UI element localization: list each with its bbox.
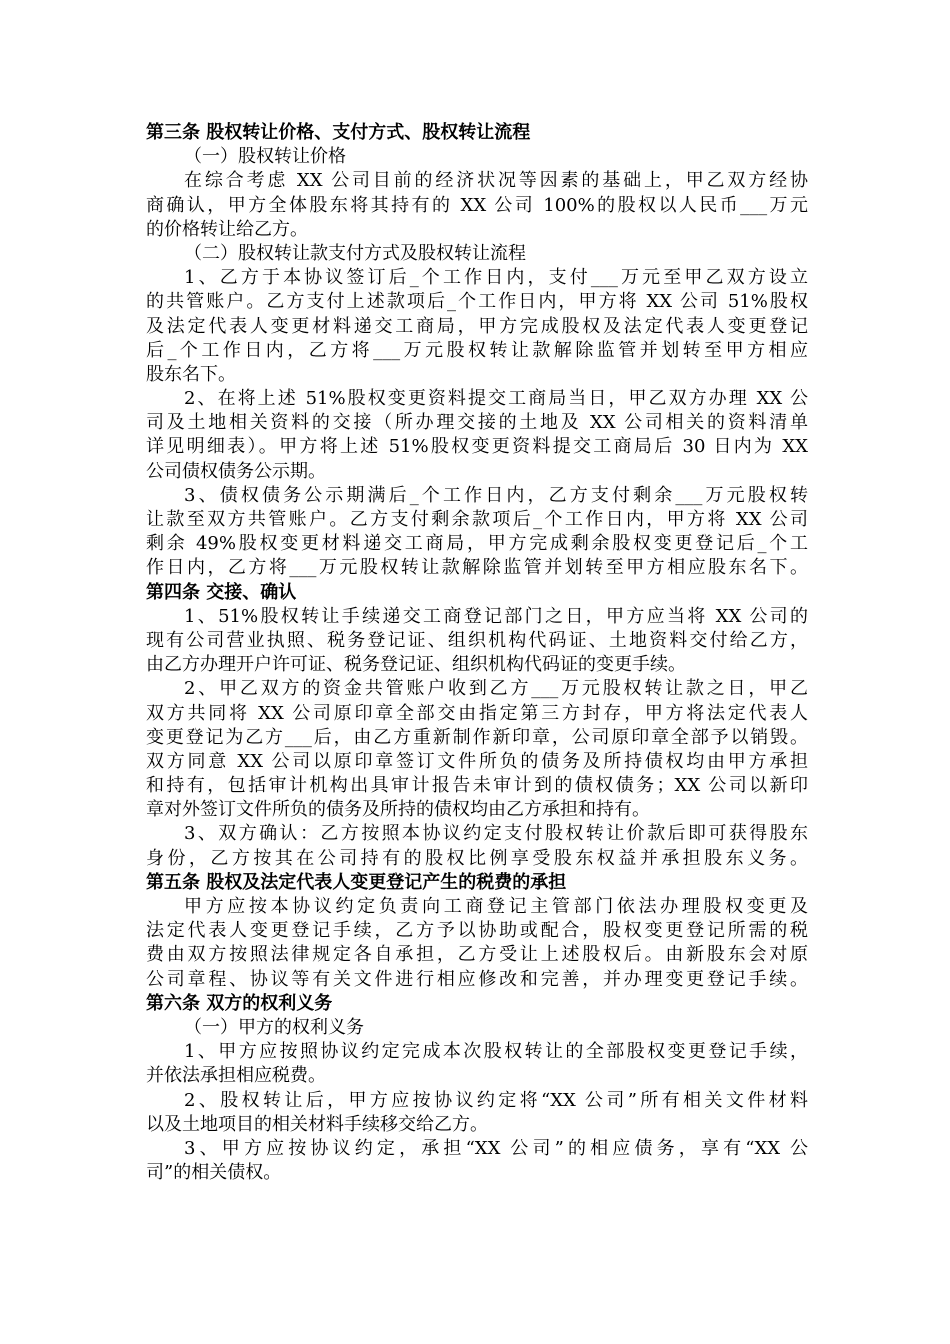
text-line: 章对外签订文件所负的债务及所持的债权均由乙方承担和持有。 [146,799,650,821]
text-line: 3、甲方应按协议约定，承担“XX 公司”的相应债务，享有“XX 公 [184,1137,808,1159]
text-line: 变更登记为乙方___后，由乙方重新制作新印章，公司原印章全部予以销毁。 [146,726,808,748]
text-line: 双方共同将 XX 公司原印章全部交由指定第三方封存，甲方将法定代表人 [146,702,808,724]
text-line: 现有公司营业执照、税务登记证、组织机构代码证、土地资料交付给乙方， [146,629,808,651]
text-line: 司”的相关债权。 [146,1162,282,1184]
section-3-heading: 第三条 股权转让价格、支付方式、股权转让流程 [146,122,531,143]
section-4-paragraph-1 [146,605,808,678]
text-line: 公司章程、协议等有关文件进行相应修改和完善，并办理变更登记手续。 [146,968,808,990]
text-line: 商确认，甲方全体股东将其持有的 XX 公司 100%的股权以人民币___万元 [146,194,808,216]
text-line: 详见明细表）。甲方将上述 51%股权变更资料提交工商局后 30 日内为 XX [146,436,808,458]
text-line: 身份，乙方按其在公司持有的股权比例享受股东权益并承担股东义务。 [146,847,808,869]
section-5-heading: 第五条 股权及法定代表人变更登记产生的税费的承担 [146,871,567,893]
text-line: 甲方应按本协议约定负责向工商登记主管部门依法办理股权变更及 [184,896,808,917]
text-line: 双方同意 XX 公司以原印章签订文件所负的债务及所持债权均由甲方承担 [146,750,808,772]
text-line: 2、在将上述 51%股权变更资料提交工商局当日，甲乙双方办理 XX 公 [184,388,808,410]
section-3-subheading-1: （一）股权转让价格 [184,146,346,168]
text-line: 由乙方办理开户许可证、税务登记证、组织机构代码证的变更手续。 [146,654,686,676]
text-line: 作日内，乙方将___万元股权转让款解除监管并划转至甲方相应股东名下。 [146,557,808,579]
text-line: 及法定代表人变更材料递交工商局，甲方完成股权及法定代表人变更登记 [146,315,808,337]
text-line: 1、甲方应按照协议约定完成本次股权转让的全部股权变更登记手续， [184,1041,808,1063]
text-line: 剩余 49%股权变更材料递交工商局，甲方完成剩余股权变更登记后_个工 [146,533,808,555]
text-line: 并依法承担相应税费。 [146,1065,326,1087]
section-4-heading: 第四条 交接、确认 [146,581,297,603]
text-line: 2、甲乙双方的资金共管账户收到乙方___万元股权转让款之日，甲乙 [184,678,808,700]
section-6-subheading-1: （一）甲方的权利义务 [184,1016,364,1038]
section-6-paragraph-3 [146,1137,808,1185]
section-6-paragraph-2 [146,1089,808,1137]
text-line: 股东名下。 [146,363,236,385]
text-line: 法定代表人变更登记手续，乙方予以协助或配合，股权变更登记所需的税 [146,920,808,942]
text-line: 公司债权债务公示期。 [146,460,326,482]
text-line: 2、股权转让后，甲方应按协议约定将“XX 公司”所有相关文件材料 [184,1089,808,1111]
text-line: 3、债权债务公示期满后_个工作日内，乙方支付剩余___万元股权转 [184,484,808,506]
section-3-paragraph-3 [146,387,808,484]
text-line: 后_个工作日内，乙方将___万元股权转让款解除监管并划转至甲方相应 [146,339,808,361]
text-line: 在综合考虑 XX 公司目前的经济状况等因素的基础上，甲乙双方经协 [184,170,808,192]
section-3-paragraph-1 [146,169,808,242]
text-line: 让款至双方共管账户。乙方支付剩余款项后_个工作日内，甲方将 XX 公司 [146,509,808,530]
section-6-heading: 第六条 双方的权利义务 [146,992,333,1014]
text-line: 费由双方按照法律规定各自承担，乙方受让上述股权后。由新股东会对原 [146,944,808,966]
section-3-paragraph-4 [146,484,808,581]
section-5-paragraph-1 [146,895,808,992]
section-6-paragraph-1 [146,1040,808,1088]
text-line: 以及土地项目的相关材料手续移交给乙方。 [146,1113,488,1135]
section-3-subheading-2: （二）股权转让款支付方式及股权转让流程 [184,242,526,264]
section-3-paragraph-2 [146,266,808,387]
text-line: 的共管账户。乙方支付上述款项后_个工作日内，甲方将 XX 公司 51%股权 [146,291,808,313]
section-4-paragraph-2 [146,677,808,822]
document-page [146,121,808,1185]
text-line: 1、51%股权转让手续递交工商登记部门之日，甲方应当将 XX 公司的 [184,605,808,627]
text-line: 3、双方确认：乙方按照本协议约定支付股权转让价款后即可获得股东 [184,823,808,845]
section-4-paragraph-3 [146,822,808,870]
text-line: 和持有，包括审计机构出具审计报告未审计到的债权债务；XX 公司以新印 [146,775,808,797]
text-line: 司及土地相关资料的交接（所办理交接的土地及 XX 公司相关的资料清单 [146,412,808,434]
text-line: 的价格转让给乙方。 [146,218,308,240]
text-line: 1、乙方于本协议签订后_个工作日内，支付___万元至甲乙双方设立 [184,267,808,289]
